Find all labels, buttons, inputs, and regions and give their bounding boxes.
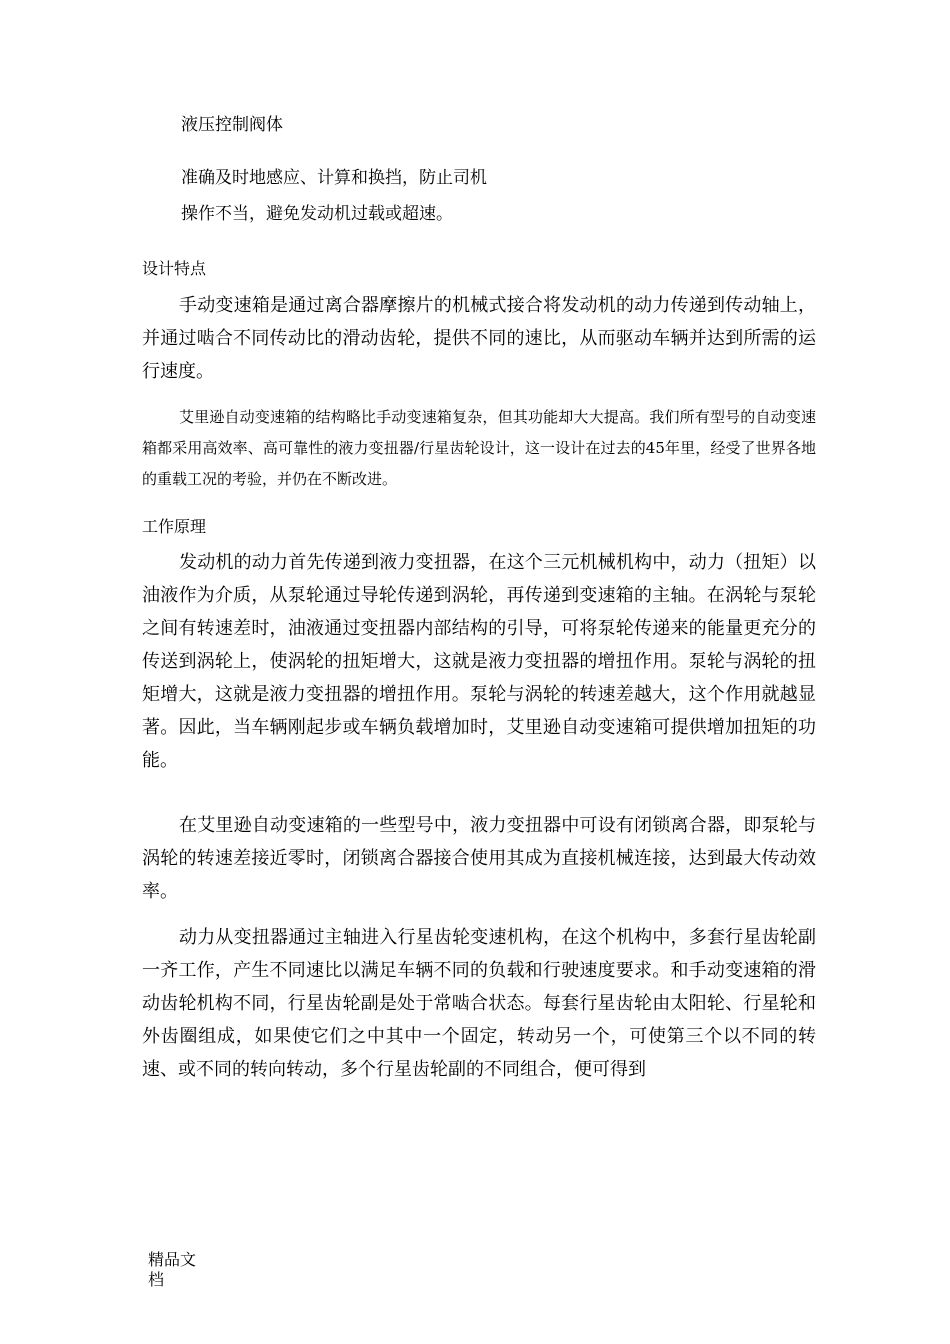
design-paragraph-2: 艾里逊自动变速箱的结构略比手动变速箱复杂，但其功能却大大提高。我们所有型号的自动变速箱都采用高效率、高可靠性的液力变扭器/行星齿轮设计，这一设计在过去的45年里，经受了世界各地的重载工况的考验，并仍在不断改进。 — [142, 408, 816, 488]
section-heading-principle: 工作原理 — [142, 517, 207, 536]
intro-line-2: 操作不当，避免发动机过载或超速。 — [181, 204, 453, 224]
principle-paragraph-3: 动力从变扭器通过主轴进入行星齿轮变速机构，在这个机构中，多套行星齿轮副一齐工作，产生不同速比以满足车辆不同的负载和行驶速度要求。和手动变速箱的滑动齿轮机构不同，行星齿轮副是处于常啮合状态。每套行星齿轮由太阳轮、行星轮和外齿圈组成，如果使它们之中其中一个固定，转动另一个，可使第三个以不同的转速、或不同的转向转动，多个行星齿轮副的不同组合，便可得到 — [142, 927, 816, 1080]
intro-line-1: 准确及时地感应、计算和换挡，防止司机 — [181, 168, 487, 188]
principle-paragraph-2: 在艾里逊自动变速箱的一些型号中，液力变扭器中可设有闭锁离合器，即泵轮与涡轮的转速差接近零时，闭锁离合器接合使用其成为直接机械连接，达到最大传动效率。 — [142, 815, 816, 902]
footer-watermark: 精品文档 — [148, 1250, 197, 1289]
section-heading-design: 设计特点 — [142, 259, 207, 278]
design-paragraph-1: 手动变速箱是通过离合器摩擦片的机械式接合将发动机的动力传递到传动轴上，并通过啮合不同传动比的滑动齿轮，提供不同的速比，从而驱动车辆并达到所需的运行速度。 — [142, 295, 816, 382]
principle-paragraph-1: 发动机的动力首先传递到液力变扭器，在这个三元机械机构中，动力（扭矩）以油液作为介质，从泵轮通过导轮传递到涡轮，再传递到变速箱的主轴。在涡轮与泵轮之间有转速差时，油液通过变扭器内部结构的引导，可将泵轮传递来的能量更充分的传送到涡轮上，使涡轮的扭矩增大，这就是液力变扭器的增扭作用。泵轮与涡轮的扭矩增大，这就是液力变扭器的增扭作用。泵轮与涡轮的转速差越大，这个作用就越显著。因此，当车辆刚起步或车辆负载增加时，艾里逊自动变速箱可提供增加扭矩的功能。 — [142, 552, 816, 771]
figure-caption: 液压控制阀体 — [181, 115, 283, 135]
